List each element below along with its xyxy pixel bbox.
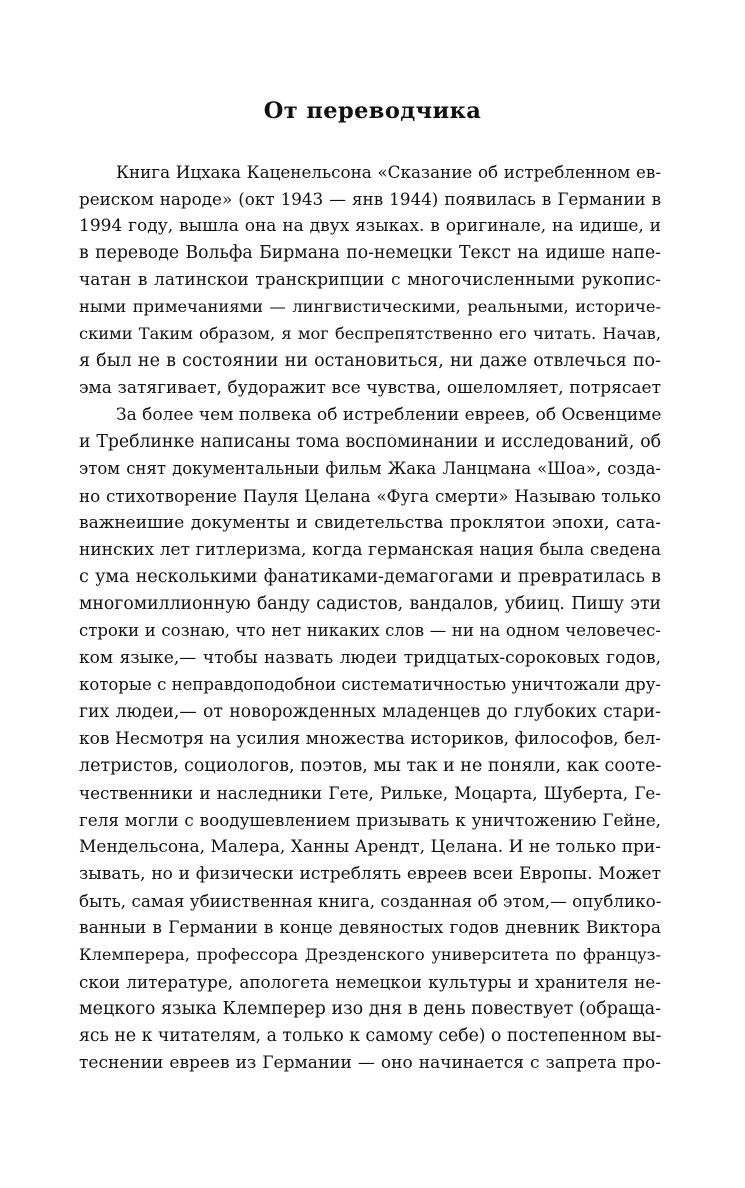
paragraph-2-line-8: многомиллионную банду садистов, вандалов, убииц. Пишу эти xyxy=(79,594,661,614)
paragraph-2-line-9: строки и сознаю, что нет никаких слов — ни на одном человечес- xyxy=(79,621,661,640)
paragraph-2-line-6: нинских лет гитлеризма, когда германская нация была сведена xyxy=(79,540,661,560)
paragraph-2-line-2: и Треблинке написаны тома воспоминании и исследований, об xyxy=(79,432,661,452)
paragraph-2-line-3: этом снят документальныи фильм Жака Ланцмана «Шоа», созда- xyxy=(79,459,661,478)
paragraph-2-line-20: ванныи в Германии в конце девяностых годов дневник Виктора xyxy=(79,918,661,938)
paragraph-2-line-17: Мендельсона, Малера, Ханны Арендт, Целана. И не только при- xyxy=(79,837,661,857)
paragraph-2-line-4: но стихотворение Пауля Целана «Фуга смерти» Называю только xyxy=(79,486,661,506)
paragraph-2-line-23: мецкого языка Клемперер изо дня в день повествует (обраща- xyxy=(79,999,661,1019)
paragraph-2-line-16: геля могли с воодушевлением призывать к уничтожению Гейне, xyxy=(79,810,661,830)
paragraph-1-line-9: эма затягивает, будоражит все чувства, ошеломляет, потрясает xyxy=(79,378,661,398)
paragraph-2-line-21: Клемперера, профессора Дрезденского университета по француз- xyxy=(79,945,661,964)
paragraph-2-line-11: которые с неправдоподобнои систематичностью уничтожали дру- xyxy=(79,675,661,694)
paragraph-2-line-22: скои литературе, апологета немецкои культуры и хранителя не- xyxy=(79,972,661,992)
paragraph-1-line-8: я был не в состоянии ни остановиться, ни даже отвлечься по- xyxy=(79,351,661,371)
paragraph-1-line-5: чатан в латинскои транскрипции с многочисленными рукопис- xyxy=(79,270,661,290)
paragraph-2-line-25: теснении евреев из Германии — оно начинается с запрета про- xyxy=(79,1053,661,1073)
paragraph-2-line-19: быть, самая убииственная книга, созданная об этом,— опублико- xyxy=(79,891,662,911)
paragraph-2-line-14: летристов, социологов, поэтов, мы так и не поняли, как сооте- xyxy=(79,756,662,776)
paragraph-1-line-3: 1994 году, вышла она на двух языках. в оригинале, на идише, и xyxy=(79,216,661,236)
paragraph-2-line-13: ков Несмотря на усилия множества историков, философов, бел- xyxy=(79,729,661,749)
paragraph-2-line-12: гих людеи,— от новорожденных младенцев до глубоких стари- xyxy=(79,702,661,722)
paragraph-2-line-18: зывать, но и физически истреблять евреев всеи Европы. Может xyxy=(79,864,661,884)
paragraph-1-line-1: Книга Ицхака Каценельсона «Сказание об истребленном ев- xyxy=(116,162,661,182)
chapter-title: От переводчика xyxy=(263,98,482,124)
paragraph-1-line-6: ными примечаниями — лингвистическими, реальными, историче- xyxy=(79,297,661,316)
paragraph-1-line-2: реиском народе» (окт 1943 — янв 1944) появилась в Германии в xyxy=(79,189,661,209)
paragraph-2-line-24: ясь не к читателям, а только к самому себе) о постепенном вы- xyxy=(79,1026,662,1046)
paragraph-2-line-7: с ума несколькими фанатиками-демагогами и превратилась в xyxy=(79,567,661,587)
paragraph-1-line-7: скими Таким образом, я мог беспрепятственно его читать. Начав, xyxy=(79,324,661,343)
paragraph-1-line-4: в переводе Вольфа Бирмана по-немецки Текст на идише напе- xyxy=(79,243,661,263)
paragraph-2-line-1: За более чем полвека об истреблении евреев, об Освенциме xyxy=(116,405,662,425)
paragraph-2-line-10: ком языке,— чтобы назвать людеи тридцатых-сороковых годов, xyxy=(79,648,661,668)
paragraph-2-line-15: чественники и наследники Гете, Рильке, Моцарта, Шуберта, Ге- xyxy=(79,783,661,803)
paragraph-2-line-5: важнеишие документы и свидетельства проклятои эпохи, сата- xyxy=(79,513,661,533)
